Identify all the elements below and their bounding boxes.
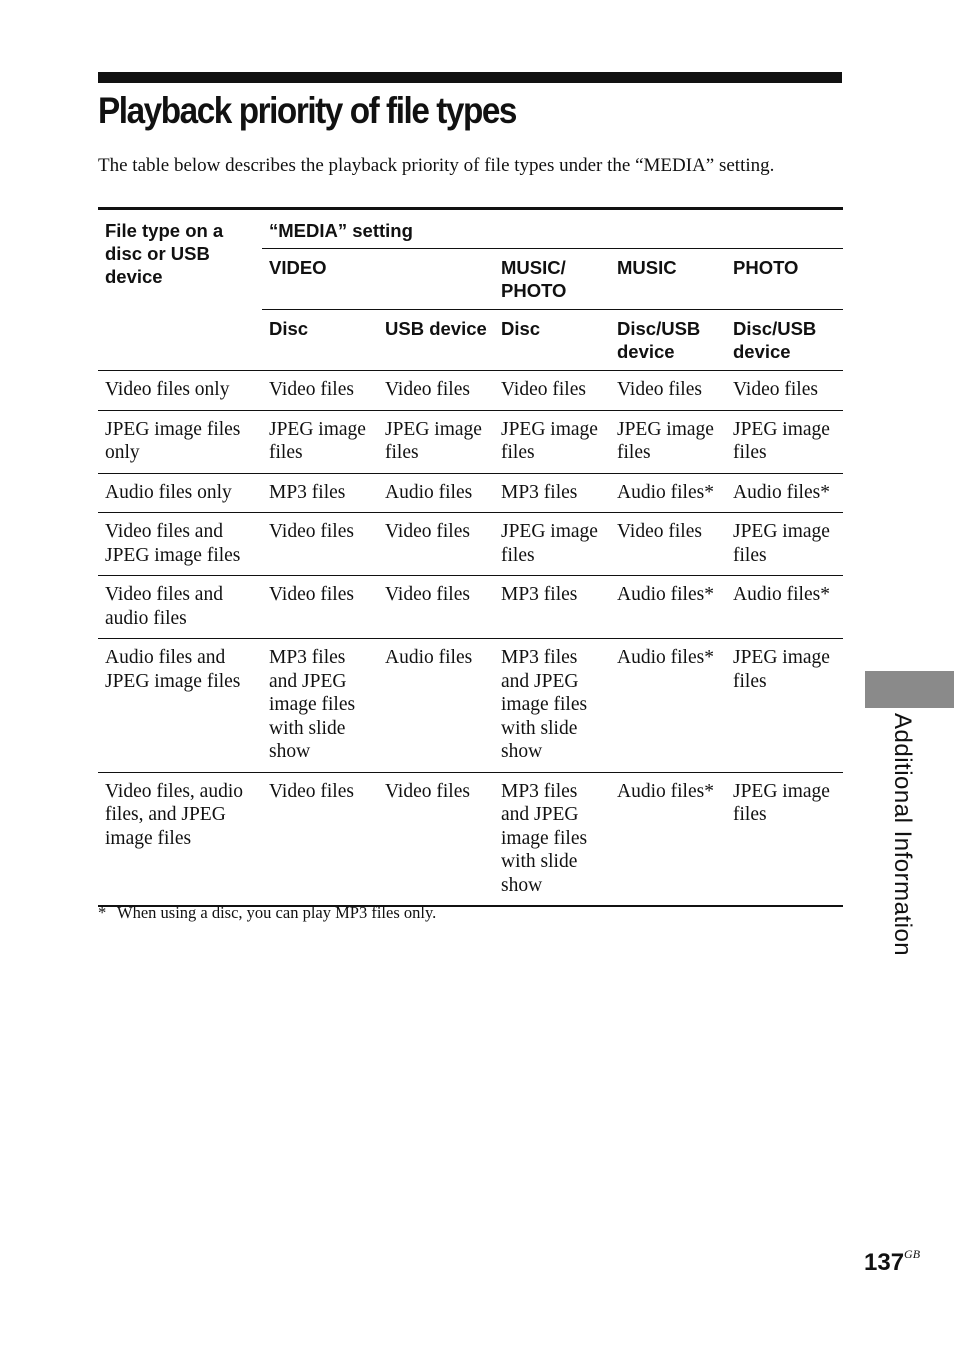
table-cell: Video files bbox=[262, 371, 378, 411]
header-row-media bbox=[98, 209, 843, 249]
table-cell: MP3 files bbox=[494, 576, 610, 639]
table-cell: Audio files* bbox=[610, 473, 726, 513]
table-cell: Audio files* bbox=[726, 576, 843, 639]
subheader-video-usb: USB device bbox=[378, 310, 494, 371]
page-number bbox=[864, 1249, 920, 1277]
section-label: Additional Information bbox=[889, 713, 916, 957]
group-header-video: VIDEO bbox=[262, 249, 494, 310]
table-footnote bbox=[98, 903, 436, 923]
subheader-music-disc-usb: Disc/USB device bbox=[610, 310, 726, 371]
table-cell: Video files bbox=[378, 772, 494, 906]
table-cell: JPEG image files bbox=[726, 513, 843, 576]
group-header-music: MUSIC bbox=[610, 249, 726, 310]
table-cell: JPEG image files bbox=[726, 639, 843, 773]
page-title: Playback priority of file types bbox=[98, 90, 517, 131]
table-cell: Audio files bbox=[378, 639, 494, 773]
table-cell: JPEG image files bbox=[726, 410, 843, 473]
group-header-music-photo: MUSIC/ PHOTO bbox=[494, 249, 610, 310]
table-cell: JPEG image files bbox=[378, 410, 494, 473]
intro-text: The table below describes the playback priority of file types under the “MEDIA” setting. bbox=[98, 155, 775, 176]
table-cell: Video files only bbox=[98, 371, 262, 411]
table-cell: Video files bbox=[262, 772, 378, 906]
page-number-suffix: GB bbox=[904, 1247, 921, 1261]
table-cell: Video files bbox=[726, 371, 843, 411]
table-cell: MP3 files bbox=[494, 473, 610, 513]
table-cell: Audio files* bbox=[610, 576, 726, 639]
table-cell: JPEG image files only bbox=[98, 410, 262, 473]
table-cell: Audio files* bbox=[726, 473, 843, 513]
table-cell: Video files bbox=[610, 513, 726, 576]
table-cell: JPEG image files bbox=[726, 772, 843, 906]
table-cell: JPEG image files bbox=[494, 410, 610, 473]
table-cell: JPEG image files bbox=[262, 410, 378, 473]
table-cell: Video files and JPEG image files bbox=[98, 513, 262, 576]
footnote-text: When using a disc, you can play MP3 files only. bbox=[117, 903, 437, 922]
table-cell: Video files bbox=[610, 371, 726, 411]
table-cell: Video files and audio files bbox=[98, 576, 262, 639]
table-cell: Video files bbox=[378, 576, 494, 639]
footnote-mark: * bbox=[98, 903, 107, 922]
table-cell: Video files bbox=[378, 513, 494, 576]
table-row bbox=[98, 576, 843, 639]
section-tab bbox=[865, 671, 954, 708]
table-cell: MP3 files bbox=[262, 473, 378, 513]
table-cell: JPEG image files bbox=[494, 513, 610, 576]
table-row bbox=[98, 772, 843, 906]
table-row bbox=[98, 410, 843, 473]
table-cell: MP3 files and JPEG image files with slide show bbox=[262, 639, 378, 773]
table-cell: Video files bbox=[262, 513, 378, 576]
table-row bbox=[98, 513, 843, 576]
page-number-value: 137 bbox=[864, 1249, 905, 1276]
table-cell: Video files bbox=[494, 371, 610, 411]
table-cell: Audio files only bbox=[98, 473, 262, 513]
table-row bbox=[98, 639, 843, 773]
table-cell: Audio files bbox=[378, 473, 494, 513]
title-rule bbox=[98, 72, 842, 83]
table-cell: MP3 files and JPEG image files with slide show bbox=[494, 772, 610, 906]
table-cell: JPEG image files bbox=[610, 410, 726, 473]
subheader-video-disc: Disc bbox=[262, 310, 378, 371]
table-row bbox=[98, 371, 843, 411]
table-cell: Audio files* bbox=[610, 639, 726, 773]
group-header-photo: PHOTO bbox=[726, 249, 843, 310]
table-cell: Video files bbox=[378, 371, 494, 411]
media-setting-header: “MEDIA” setting bbox=[262, 209, 843, 249]
subheader-music-photo-disc: Disc bbox=[494, 310, 610, 371]
table-cell: Video files bbox=[262, 576, 378, 639]
table-cell: Video files, audio files, and JPEG image files bbox=[98, 772, 262, 906]
table-row bbox=[98, 473, 843, 513]
table-cell: MP3 files and JPEG image files with slide show bbox=[494, 639, 610, 773]
priority-table bbox=[98, 207, 843, 907]
file-type-header: File type on a disc or USB device bbox=[98, 209, 262, 371]
table-cell: Audio files and JPEG image files bbox=[98, 639, 262, 773]
table-cell: Audio files* bbox=[610, 772, 726, 906]
subheader-photo-disc-usb: Disc/USB device bbox=[726, 310, 843, 371]
